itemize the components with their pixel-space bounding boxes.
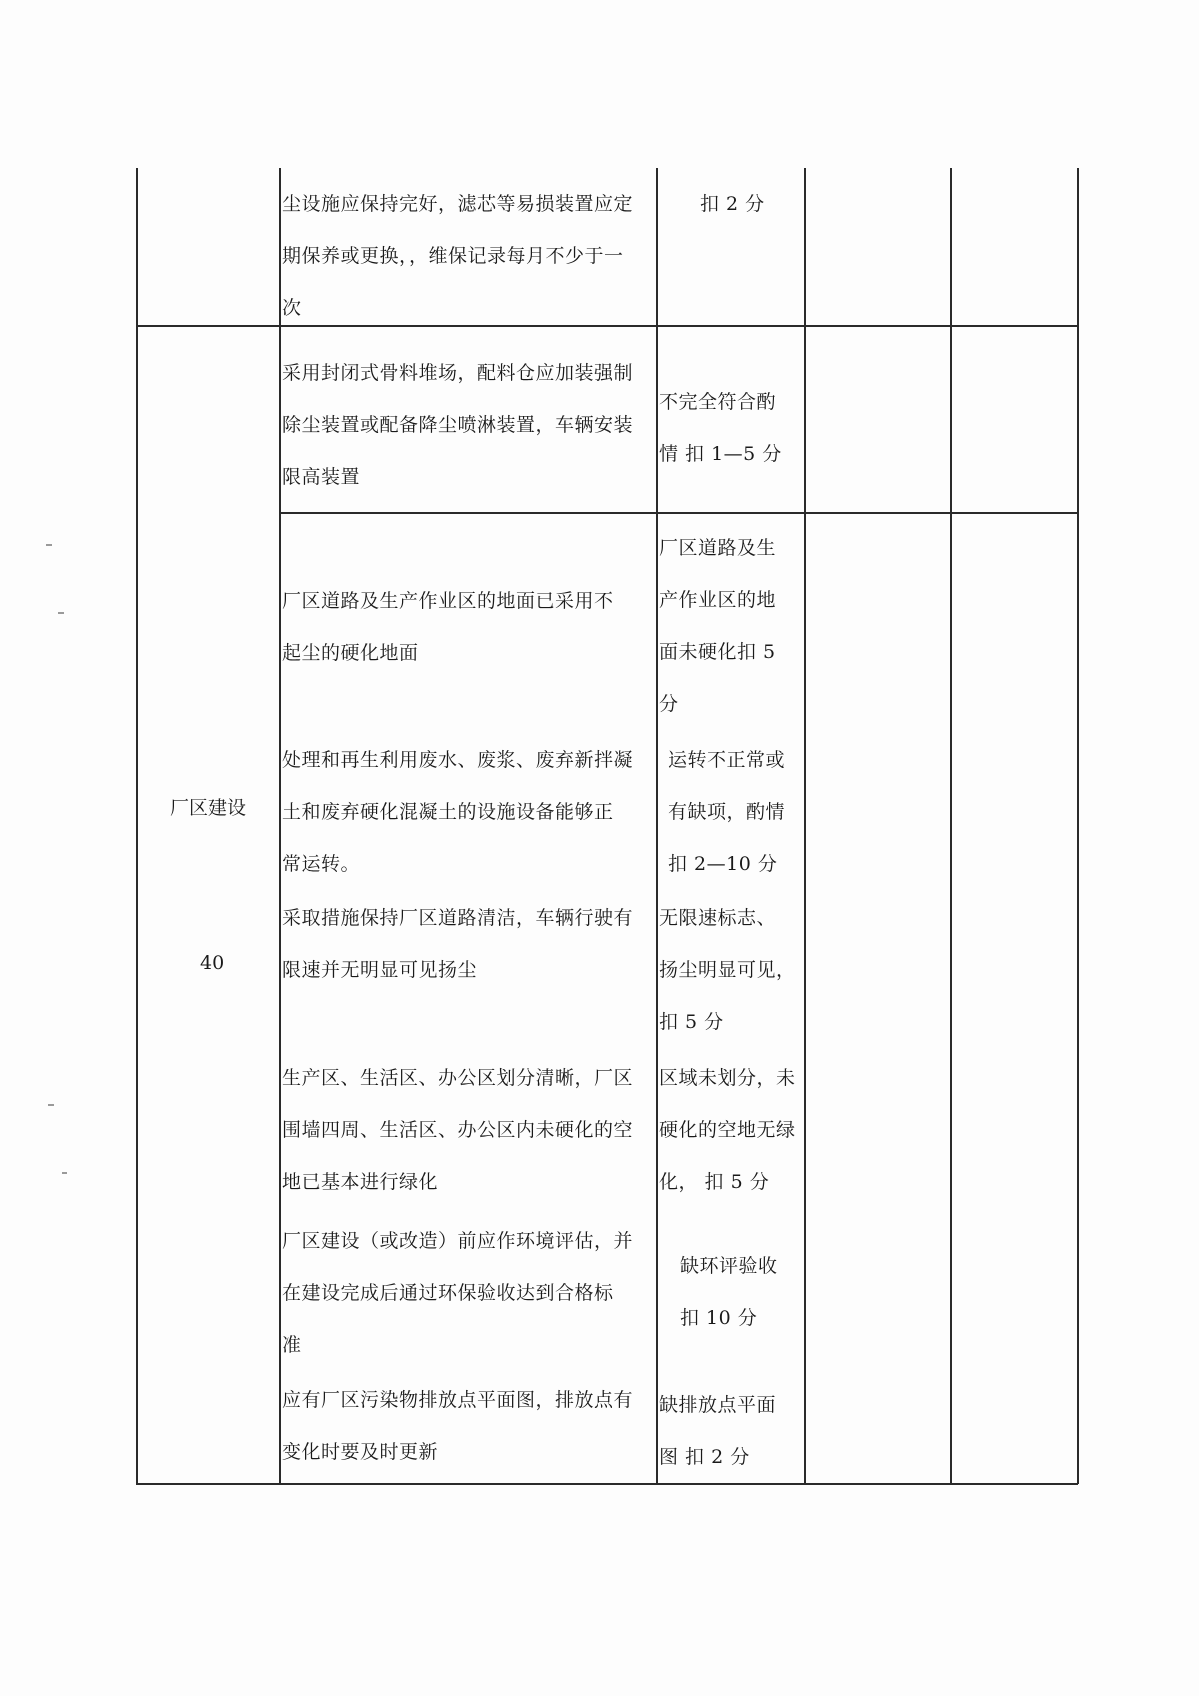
criterion-cell-row-1: 尘设施应保持完好，滤芯等易损装置应定 期保养或更换，，维保记录每月不少于一 次 [282, 193, 634, 319]
penalty-cell-row-6: 区域未划分，未 硬化的空地无绿 化， 扣 5 分 [659, 1067, 796, 1193]
table-row-separator-2 [279, 512, 1078, 514]
table-border-right [1077, 168, 1079, 1484]
category-score: 40 [200, 952, 225, 974]
penalty-cell-row-3: 厂区道路及生 产作业区的地 面未硬化扣 5 分 [659, 537, 777, 715]
criterion-cell-row-6: 生产区、生活区、办公区划分清晰，厂区 围墙四周、生活区、办公区内未硬化的空 地已基本进行绿化 [282, 1067, 634, 1193]
table-divider-penalty [656, 168, 658, 1484]
criterion-cell-row-3: 厂区道路及生产作业区的地面已采用不 起尘的硬化地面 [282, 590, 614, 664]
criterion-cell-row-8: 应有厂区污染物排放点平面图，排放点有 变化时要及时更新 [282, 1389, 634, 1463]
penalty-cell-row-7: 缺环评验收 扣 10 分 [680, 1255, 778, 1329]
penalty-cell-row-4: 运转不正常或 有缺项，酌情 扣 2—10 分 [668, 749, 786, 875]
category-name: 厂区建设 [170, 797, 247, 819]
penalty-cell-row-5: 无限速标志、 扬尘明显可见， 扣 5 分 [659, 907, 796, 1033]
table-border-bottom [136, 1483, 1078, 1485]
scan-mark [48, 1104, 54, 1106]
scan-mark [62, 1172, 67, 1174]
penalty-cell-row-8: 缺排放点平面 图 扣 2 分 [659, 1394, 777, 1468]
criterion-cell-row-2: 采用封闭式骨料堆场，配料仓应加装强制 除尘装置或配备降尘喷淋装置，车辆安装 限高装置 [282, 362, 634, 488]
penalty-cell-row-2: 不完全符合酌 情 扣 1—5 分 [659, 391, 782, 465]
penalty-cell-row-1: 扣 2 分 [700, 193, 765, 215]
table-divider-remark [950, 168, 952, 1484]
scan-mark [58, 612, 64, 614]
criterion-cell-row-7: 厂区建设（或改造）前应作环境评估，并 在建设完成后通过环保验收达到合格标 准 [282, 1230, 634, 1356]
table-border-left [136, 168, 138, 1484]
criterion-cell-row-4: 处理和再生利用废水、废浆、废弃新拌凝 土和废弃硬化混凝土的设施设备能够正 常运转。 [282, 749, 634, 875]
criterion-cell-row-5: 采取措施保持厂区道路清洁，车辆行驶有 限速并无明显可见扬尘 [282, 907, 634, 981]
scan-mark [46, 544, 52, 546]
table-divider-criterion [279, 168, 281, 1484]
